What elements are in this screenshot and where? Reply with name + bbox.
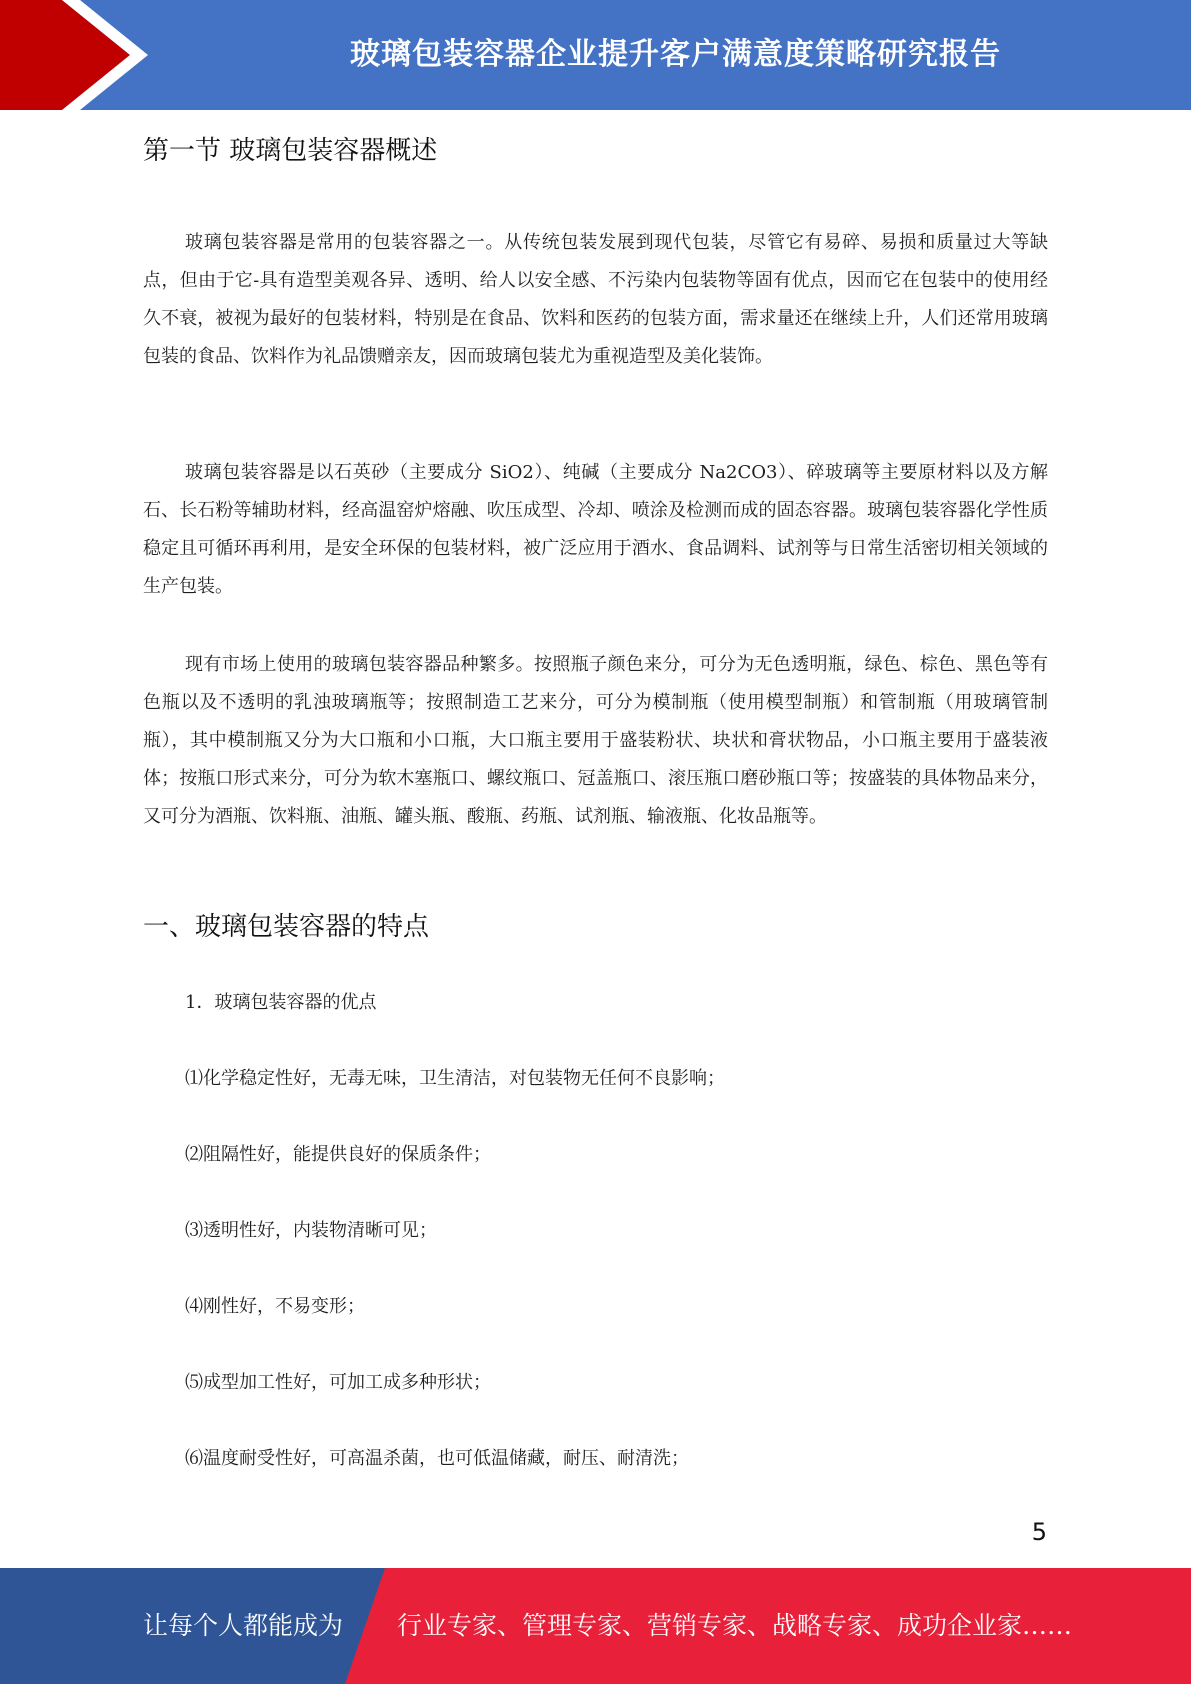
header-banner xyxy=(0,0,1191,110)
list-item-heading: 1．玻璃包装容器的优点 xyxy=(185,992,377,1013)
list-item: ⑷刚性好，不易变形； xyxy=(185,1296,365,1317)
page-number: 5 xyxy=(1031,1518,1047,1546)
subsection-heading: 一、玻璃包装容器的特点 xyxy=(143,912,430,942)
paragraph-2: 玻璃包装容器是以石英砂（主要成分 SiO2）、纯碱（主要成分 Na2CO3）、碎玻璃等主要原材料以及方解石、长石粉等辅助材料，经高温窑炉熔融、吹压成型、冷却、喷涂及检测而成的固态容器。玻璃包装容器化学性质稳定且可循环再利用，是安全环保的包装材料，被广泛应用于酒水、食品调料、试剂等与日常生活密切相关领域的生产包装。 xyxy=(143,462,1048,597)
footer-slogan-right: 行业专家、管理专家、营销专家、战略专家、成功企业家…… xyxy=(397,1611,1073,1640)
document-title: 玻璃包装容器企业提升客户满意度策略研究报告 xyxy=(350,37,1001,72)
list-item: ⑵阻隔性好，能提供良好的保质条件； xyxy=(185,1144,491,1165)
page-content xyxy=(143,128,1048,1469)
header-arrow-decoration xyxy=(0,0,170,110)
section-heading: 第一节 玻璃包装容器概述 xyxy=(143,136,438,166)
footer-banner xyxy=(0,1568,1191,1684)
list-item: ⑶透明性好，内装物清晰可见； xyxy=(185,1220,437,1241)
paragraph-3: 现有市场上使用的玻璃包装容器品种繁多。按照瓶子颜色来分，可分为无色透明瓶，绿色、棕色、黑色等有色瓶以及不透明的乳浊玻璃瓶等；按照制造工艺来分，可分为模制瓶（使用模型制瓶）和管制瓶（用玻璃管制瓶），其中模制瓶又分为大口瓶和小口瓶，大口瓶主要用于盛装粉状、块状和膏状物品，小口瓶主要用于盛装液体；按瓶口形式来分，可分为软木塞瓶口、螺纹瓶口、冠盖瓶口、滚压瓶口磨砂瓶口等；按盛装的具体物品来分，又可分为酒瓶、饮料瓶、油瓶、罐头瓶、酸瓶、药瓶、试剂瓶、输液瓶、化妆品瓶等。 xyxy=(143,654,1048,827)
list-item: ⑴化学稳定性好，无毒无味，卫生清洁，对包装物无任何不良影响； xyxy=(185,1068,725,1089)
paragraph-1: 玻璃包装容器是常用的包装容器之一。从传统包装发展到现代包装，尽管它有易碎、易损和质量过大等缺点，但由于它-具有造型美观各异、透明、给人以安全感、不污染内包装物等固有优点，因而它在包装中的使用经久不衰，被视为最好的包装材料，特别是在食品、饮料和医药的包装方面，需求量还在继续上升，人们还常用玻璃包装的食品、饮料作为礼品馈赠亲友，因而玻璃包装尤为重视造型及美化装饰。 xyxy=(143,232,1048,367)
list-item: ⑸成型加工性好，可加工成多种形状； xyxy=(185,1372,491,1393)
list-item: ⑹温度耐受性好，可高温杀菌，也可低温储藏，耐压、耐清洗； xyxy=(185,1448,689,1469)
footer-slogan-left: 让每个人都能成为 xyxy=(143,1611,344,1640)
